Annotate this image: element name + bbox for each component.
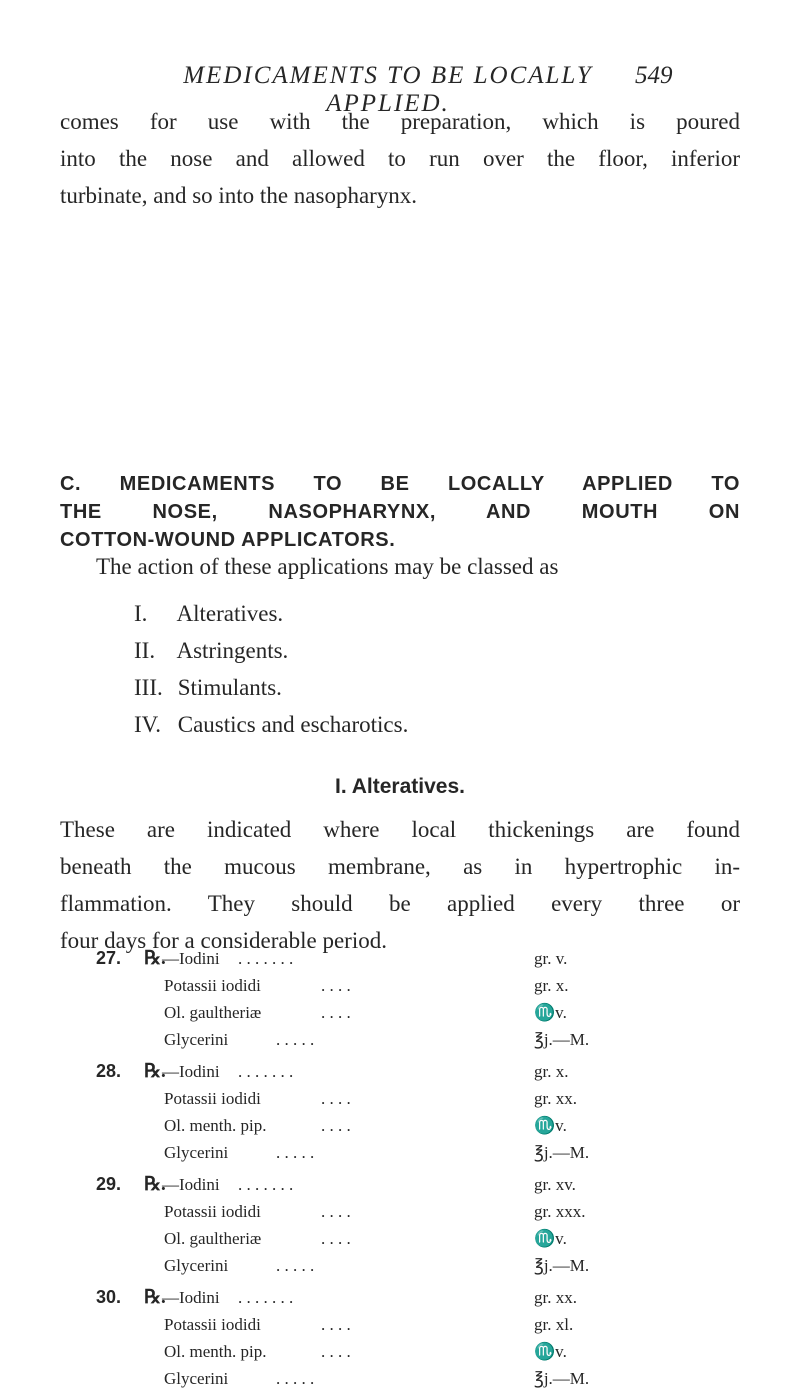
- ingredient-quantity: gr. x.: [534, 1062, 569, 1081]
- prescription-line: [96, 999, 716, 1026]
- alteratives-paragraph: [60, 811, 740, 959]
- ingredient-name: Ol. menth. pip.: [164, 1116, 267, 1135]
- prescription-number: 29.: [96, 1174, 122, 1194]
- prescription-line: [96, 1026, 716, 1053]
- list-label: Caustics and escharotics.: [177, 712, 409, 737]
- ingredient-name: Potassii iodidi: [164, 1202, 261, 1221]
- prescription-block: [96, 1171, 716, 1279]
- ingredient-quantity: gr. xx.: [534, 1089, 577, 1108]
- leader-dots: . . . .: [321, 1315, 351, 1334]
- ingredient-name: Glycerini: [164, 1030, 229, 1049]
- ingredient-quantity: ℥j.—M.: [534, 1030, 590, 1049]
- prescription-number: 28.: [96, 1061, 122, 1081]
- ingredient-name: Glycerini: [164, 1369, 229, 1388]
- prescription-line: [96, 1085, 716, 1112]
- ingredient-name: Ol. gaultheriæ: [164, 1229, 262, 1248]
- ingredient-quantity: gr. xx.: [534, 1288, 577, 1307]
- ingredient-name: Potassii iodidi: [164, 976, 261, 995]
- list-item: [134, 706, 408, 743]
- paragraph-line: These are indicated where local thickenings are found: [60, 817, 740, 842]
- prescription-line: [96, 1311, 716, 1338]
- recipe-symbol: ℞.: [144, 948, 166, 969]
- ingredient-quantity: ♏v.: [534, 1003, 567, 1022]
- leader-dots: . . . . .: [276, 1256, 315, 1275]
- ingredient-name: Potassii iodidi: [164, 1315, 261, 1334]
- prescription-line: [96, 1365, 716, 1392]
- list-item: [134, 669, 408, 706]
- heading-line: COTTON-WOUND APPLICATORS.: [60, 529, 396, 551]
- leader-dots: . . . . .: [276, 1143, 315, 1162]
- page-number: 549: [635, 62, 673, 89]
- leader-dots: . . . .: [321, 1202, 351, 1221]
- leader-dots: . . . .: [321, 1089, 351, 1108]
- ingredient-quantity: gr. xv.: [534, 1175, 576, 1194]
- list-number: II.: [134, 638, 156, 663]
- ingredient-name: —Iodini: [162, 1288, 220, 1307]
- prescription-line: [96, 1338, 716, 1365]
- ingredient-name: Glycerini: [164, 1256, 229, 1275]
- leader-dots: . . . .: [321, 976, 351, 995]
- leader-dots: . . . . . . .: [238, 1062, 294, 1081]
- prescription-line: [96, 1252, 716, 1279]
- prescription-number: 27.: [96, 948, 122, 968]
- prescription-block: [96, 945, 716, 1053]
- ingredient-quantity: ℥j.—M.: [534, 1369, 590, 1388]
- ingredient-quantity: gr. v.: [534, 949, 568, 968]
- leader-dots: . . . .: [321, 1003, 351, 1022]
- prescription-line: [96, 945, 716, 972]
- list-item: [134, 595, 408, 632]
- heading-line: C. MEDICAMENTS TO BE LOCALLY APPLIED TO: [60, 473, 740, 495]
- prescription-line: [96, 1225, 716, 1252]
- prescription-line: [96, 1058, 716, 1085]
- paragraph-line: comes for use with the preparation, which is poured: [60, 109, 740, 134]
- prescription-line: [96, 1284, 716, 1311]
- list-label: Astringents.: [176, 638, 289, 663]
- leader-dots: . . . .: [321, 1342, 351, 1361]
- leader-dots: . . . . . . .: [238, 1288, 294, 1307]
- leader-dots: . . . .: [321, 1229, 351, 1248]
- prescription-line: [96, 1171, 716, 1198]
- prescription-line: [96, 1139, 716, 1166]
- paragraph-line: four days for a considerable period.: [60, 928, 387, 953]
- prescription-number: 30.: [96, 1287, 122, 1307]
- heading-line: THE NOSE, NASOPHARYNX, AND MOUTH ON: [60, 501, 740, 523]
- prescription-line: [96, 972, 716, 999]
- opening-paragraph: [60, 103, 740, 214]
- prescription-line: [96, 1112, 716, 1139]
- leader-dots: . . . . . . .: [238, 1175, 294, 1194]
- ingredient-quantity: gr. xxx.: [534, 1202, 586, 1221]
- classification-list: [134, 595, 408, 743]
- ingredient-quantity: gr. x.: [534, 976, 569, 995]
- running-title: MEDICAMENTS TO BE LOCALLY APPLIED.: [183, 62, 593, 117]
- paragraph-line: turbinate, and so into the nasopharynx.: [60, 183, 418, 208]
- leader-dots: . . . .: [321, 1116, 351, 1135]
- list-item: [134, 632, 408, 669]
- ingredient-name: —Iodini: [162, 1175, 220, 1194]
- list-number: III.: [134, 675, 163, 700]
- list-number: I.: [134, 601, 148, 626]
- ingredient-name: Ol. menth. pip.: [164, 1342, 267, 1361]
- ingredient-name: —Iodini: [162, 949, 220, 968]
- prescription-block: [96, 1284, 716, 1392]
- ingredient-name: Glycerini: [164, 1143, 229, 1162]
- prescription-block: [96, 1058, 716, 1166]
- subheading: I. Alteratives.: [335, 775, 465, 798]
- paragraph-line: flammation. They should be applied every three or: [60, 891, 740, 916]
- ingredient-quantity: ℥j.—M.: [534, 1256, 590, 1275]
- list-number: IV.: [134, 712, 162, 737]
- leader-dots: . . . . .: [276, 1369, 315, 1388]
- paragraph-line: beneath the mucous membrane, as in hypertrophic in-: [60, 854, 740, 879]
- ingredient-quantity: ℥j.—M.: [534, 1143, 590, 1162]
- prescription-line: [96, 1198, 716, 1225]
- recipe-symbol: ℞.: [144, 1287, 166, 1308]
- leader-dots: . . . . . . .: [238, 949, 294, 968]
- ingredient-quantity: ♏v.: [534, 1342, 567, 1361]
- ingredient-quantity: gr. xl.: [534, 1315, 574, 1334]
- ingredient-quantity: ♏v.: [534, 1116, 567, 1135]
- list-label: Stimulants.: [177, 675, 282, 700]
- section-heading: [60, 470, 740, 554]
- paragraph-line: into the nose and allowed to run over the floor, inferior: [60, 146, 740, 171]
- recipe-symbol: ℞.: [144, 1174, 166, 1195]
- ingredient-name: Ol. gaultheriæ: [164, 1003, 262, 1022]
- leader-dots: . . . . .: [276, 1030, 315, 1049]
- intro-text: The action of these applications may be classed as: [96, 554, 559, 579]
- list-label: Alteratives.: [176, 601, 284, 626]
- ingredient-quantity: ♏v.: [534, 1229, 567, 1248]
- ingredient-name: Potassii iodidi: [164, 1089, 261, 1108]
- recipe-symbol: ℞.: [144, 1061, 166, 1082]
- ingredient-name: —Iodini: [162, 1062, 220, 1081]
